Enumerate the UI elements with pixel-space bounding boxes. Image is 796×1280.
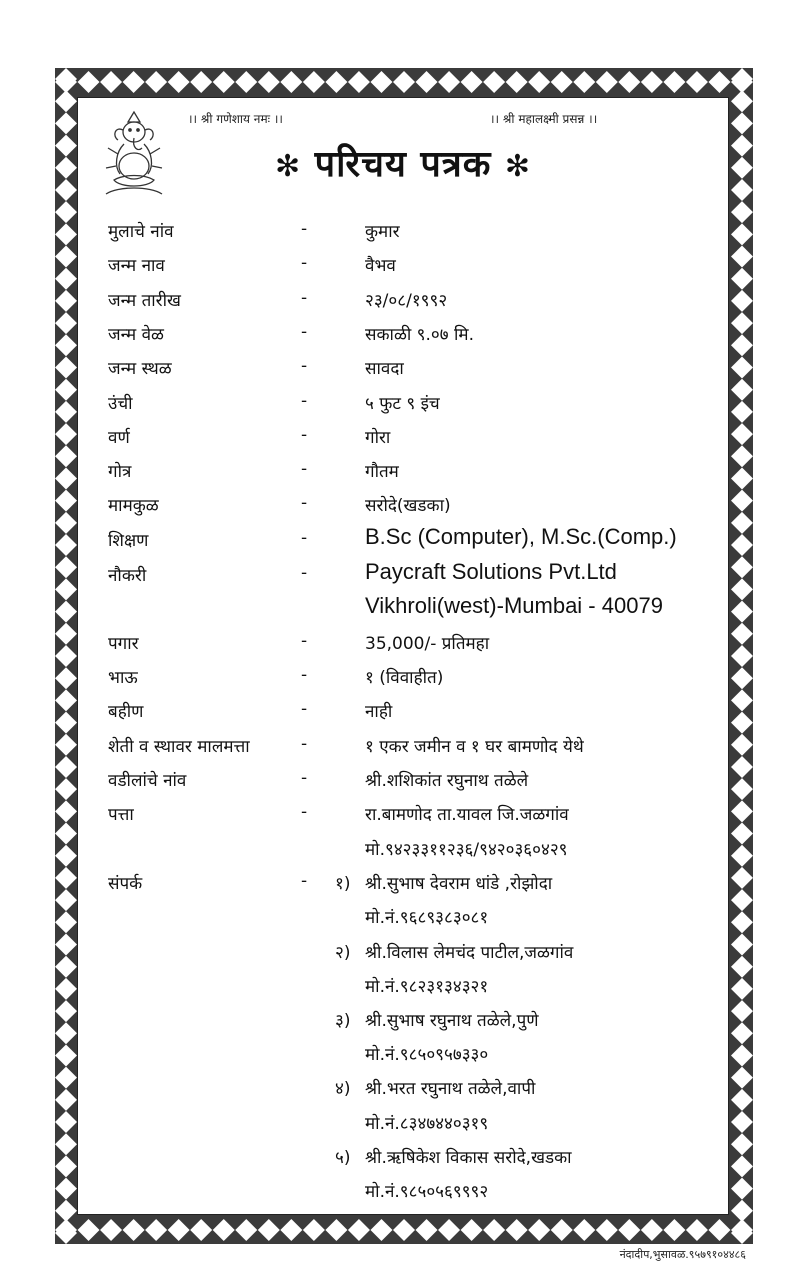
border-diamond	[55, 379, 77, 401]
border-diamond	[55, 578, 77, 600]
field-value: 35,000/- प्रतिमहा	[365, 634, 490, 654]
border-diamond	[573, 1219, 595, 1241]
field-value: Paycraft Solutions Pvt.Ltd	[365, 559, 617, 584]
field-row	[78, 425, 728, 451]
border-diamond	[100, 1219, 122, 1241]
field-row	[78, 559, 728, 589]
field-row	[78, 665, 728, 691]
border-diamond	[55, 1111, 77, 1133]
border-diamond	[461, 71, 483, 93]
contact-row	[78, 1145, 728, 1171]
field-value-line2: मो.९४२३३११२३६/९४२०३६०४२९	[365, 840, 568, 860]
field-label: मामकुळ	[108, 496, 159, 516]
border-diamond	[461, 1219, 483, 1241]
border-diamond	[731, 934, 753, 956]
field-value: सावदा	[365, 359, 404, 379]
border-diamond	[416, 1219, 438, 1241]
border-diamond	[55, 1067, 77, 1089]
border-diamond	[663, 71, 685, 93]
border-diamond	[708, 1219, 730, 1241]
border-diamond	[596, 1219, 618, 1241]
contact-number: ५)	[335, 1148, 351, 1168]
border-diamond	[708, 71, 730, 93]
border-diamond	[731, 290, 753, 312]
field-row	[78, 802, 728, 828]
title-text: परिचय पत्रक	[314, 144, 492, 185]
border-diamond	[731, 800, 753, 822]
separator-dash: -	[301, 322, 308, 342]
contact-label: संपर्क	[108, 874, 143, 894]
blessing-left: ।। श्री गणेशाय नमः ।।	[188, 112, 283, 126]
border-diamond	[55, 445, 77, 467]
field-row	[78, 459, 728, 485]
field-label: मुलाचे नांव	[108, 222, 174, 242]
contact-name: श्री.विलास लेमचंद पाटील,जळगांव	[365, 943, 574, 963]
border-diamond	[731, 667, 753, 689]
border-diamond	[731, 445, 753, 467]
border-diamond	[55, 157, 77, 179]
border-diamond	[55, 845, 77, 867]
border-diamond	[731, 823, 753, 845]
border-diamond	[731, 357, 753, 379]
separator-dash: -	[301, 802, 308, 822]
border-diamond	[731, 689, 753, 711]
contact-phone: मो.नं.९८५०९५७३३०	[365, 1045, 489, 1065]
border-diamond	[55, 112, 77, 134]
border-diamond	[55, 1155, 77, 1177]
page-title	[78, 138, 728, 187]
field-label: नौकरी	[108, 566, 147, 586]
field-row	[78, 524, 728, 554]
border-diamond	[100, 71, 122, 93]
border-diamond	[731, 1111, 753, 1133]
field-label: गोत्र	[108, 462, 132, 482]
border-diamond	[55, 68, 77, 90]
contact-phone-row	[78, 974, 728, 1000]
border-diamond	[731, 1200, 753, 1222]
border-diamond	[55, 889, 77, 911]
border-diamond	[55, 401, 77, 423]
border-diamond	[731, 1133, 753, 1155]
field-row	[78, 253, 728, 279]
border-diamond	[55, 556, 77, 578]
field-value-line2: Vikhroli(west)-Mumbai - 40079	[365, 593, 663, 618]
separator-dash: -	[301, 699, 308, 719]
contact-phone: मो.नं.९६८९३८३०८१	[365, 908, 489, 928]
border-diamond	[641, 71, 663, 93]
field-label: जन्म स्थळ	[108, 359, 172, 379]
border-diamond	[55, 1089, 77, 1111]
border-diamond	[370, 71, 392, 93]
border-diamond	[731, 556, 753, 578]
contact-phone: मो.नं.८३४७४४०३१९	[365, 1114, 489, 1134]
border-diamond	[731, 956, 753, 978]
border-diamond	[55, 623, 77, 645]
border-diamond	[731, 1067, 753, 1089]
field-row	[78, 734, 728, 760]
field-value: B.Sc (Computer), M.Sc.(Comp.)	[365, 524, 677, 549]
border-diamond	[55, 778, 77, 800]
border-diamond	[145, 1219, 167, 1241]
field-row	[78, 322, 728, 348]
border-diamond	[370, 1219, 392, 1241]
border-diamond	[55, 135, 77, 157]
border-diamond	[731, 512, 753, 534]
contact-row	[78, 1076, 728, 1102]
separator-dash: -	[301, 528, 308, 548]
border-diamond	[213, 1219, 235, 1241]
field-value: गोरा	[365, 428, 391, 448]
border-diamond	[731, 379, 753, 401]
field-label: जन्म वेळ	[108, 325, 164, 345]
border-diamond	[348, 71, 370, 93]
field-value: श्री.शशिकांत रघुनाथ तळेले	[365, 771, 529, 791]
border-diamond	[55, 734, 77, 756]
border-diamond	[55, 911, 77, 933]
field-label: जन्म तारीख	[108, 291, 181, 311]
border-diamond	[55, 1222, 77, 1244]
field-value: सकाळी ९.०७ मि.	[365, 325, 474, 345]
border-diamond	[55, 467, 77, 489]
border-diamond	[145, 71, 167, 93]
border-diamond	[506, 71, 528, 93]
border-diamond	[55, 1200, 77, 1222]
border-diamond	[55, 934, 77, 956]
border-diamond	[55, 601, 77, 623]
field-value: सरोदे(खडका)	[365, 496, 451, 516]
contact-name: श्री.सुभाष रघुनाथ तळेले,पुणे	[365, 1011, 539, 1031]
field-label: जन्म नाव	[108, 256, 165, 276]
border-diamond	[393, 71, 415, 93]
contact-name: श्री.भरत रघुनाथ तळेले,वापी	[365, 1079, 536, 1099]
field-label: पगार	[108, 634, 139, 654]
border-diamond	[731, 601, 753, 623]
contact-phone-row	[78, 1179, 728, 1205]
border-diamond	[55, 90, 77, 112]
asterisk-left-icon: ✻	[274, 149, 302, 184]
contact-name: श्री.सुभाष देवराम धांडे ,रोझोदा	[365, 874, 553, 894]
separator-dash: -	[301, 768, 308, 788]
border-diamond	[438, 1219, 460, 1241]
border-diamond	[731, 201, 753, 223]
border-diamond	[731, 578, 753, 600]
field-label: भाऊ	[108, 668, 138, 688]
field-label: पत्ता	[108, 805, 134, 825]
border-diamond	[55, 1022, 77, 1044]
contact-number: २)	[335, 943, 351, 963]
contact-phone-row	[78, 1042, 728, 1068]
border-diamond	[438, 71, 460, 93]
border-diamond	[731, 223, 753, 245]
border-diamond	[686, 71, 708, 93]
border-diamond	[731, 334, 753, 356]
field-value: ५ फुट ९ इंच	[365, 394, 440, 414]
border-diamond	[55, 978, 77, 1000]
border-diamond	[686, 1219, 708, 1241]
field-row	[78, 356, 728, 382]
separator-dash: -	[301, 356, 308, 376]
separator-dash: -	[301, 459, 308, 479]
border-diamond	[618, 71, 640, 93]
separator-dash: -	[301, 734, 308, 754]
border-diamond	[55, 512, 77, 534]
border-diamond	[190, 71, 212, 93]
field-row	[78, 768, 728, 794]
border-diamond	[168, 71, 190, 93]
border-diamond	[731, 90, 753, 112]
border-diamond	[731, 889, 753, 911]
border-diamond	[663, 1219, 685, 1241]
separator-dash: -	[301, 871, 308, 891]
border-diamond	[55, 423, 77, 445]
field-value: वैभव	[365, 256, 396, 276]
border-diamond	[55, 179, 77, 201]
border-diamond	[731, 978, 753, 1000]
separator-dash: -	[301, 425, 308, 445]
border-diamond	[731, 112, 753, 134]
border-diamond	[731, 1089, 753, 1111]
contact-phone-row	[78, 905, 728, 931]
field-value: कुमार	[365, 222, 400, 242]
card	[77, 97, 729, 1215]
contact-number: ३)	[335, 1011, 351, 1031]
border-diamond	[123, 71, 145, 93]
border-diamond	[55, 312, 77, 334]
border-diamond	[123, 1219, 145, 1241]
contact-phone: मो.नं.९८५०५६९९९२	[365, 1182, 489, 1202]
border-diamond	[393, 1219, 415, 1241]
field-row	[78, 493, 728, 519]
border-diamond	[190, 1219, 212, 1241]
separator-dash: -	[301, 631, 308, 651]
border-diamond	[731, 268, 753, 290]
contact-number: ४)	[335, 1079, 351, 1099]
border-diamond	[55, 1000, 77, 1022]
border-diamond	[55, 268, 77, 290]
border-diamond	[55, 534, 77, 556]
border-diamond	[731, 1022, 753, 1044]
blessing-right: ।। श्री महालक्ष्मी प्रसन्न ।।	[490, 112, 598, 126]
border-diamond	[731, 778, 753, 800]
separator-dash: -	[301, 253, 308, 273]
separator-dash: -	[301, 288, 308, 308]
border-diamond	[731, 1000, 753, 1022]
contact-phone: मो.नं.९८२३१३४३२१	[365, 977, 489, 997]
border-diamond	[55, 201, 77, 223]
border-diamond	[731, 712, 753, 734]
border-diamond	[731, 534, 753, 556]
border-diamond	[258, 1219, 280, 1241]
separator-dash: -	[301, 665, 308, 685]
border-diamond	[55, 357, 77, 379]
border-diamond	[258, 71, 280, 93]
field-label: बहीण	[108, 702, 144, 722]
field-label: वर्ण	[108, 428, 130, 448]
contact-phone-row	[78, 1111, 728, 1137]
field-row-continued	[78, 837, 728, 863]
field-row	[78, 391, 728, 417]
border-diamond	[618, 1219, 640, 1241]
border-diamond	[731, 1222, 753, 1244]
border-diamond	[280, 1219, 302, 1241]
border-diamond	[731, 312, 753, 334]
border-diamond	[55, 1044, 77, 1066]
border-diamond	[731, 1155, 753, 1177]
border-diamond	[325, 1219, 347, 1241]
border-diamond	[731, 401, 753, 423]
field-value: १ (विवाहीत)	[365, 668, 444, 688]
border-diamond	[731, 623, 753, 645]
border-diamond	[348, 1219, 370, 1241]
border-diamond	[55, 712, 77, 734]
border-diamond	[78, 71, 100, 93]
field-row	[78, 699, 728, 725]
border-diamond	[731, 68, 753, 90]
border-diamond	[731, 756, 753, 778]
border-diamond	[551, 71, 573, 93]
contact-row	[78, 1008, 728, 1034]
border-diamond	[641, 1219, 663, 1241]
border-diamond	[506, 1219, 528, 1241]
border-diamond	[55, 756, 77, 778]
contact-number: १)	[335, 874, 351, 894]
border-diamond	[303, 1219, 325, 1241]
separator-dash: -	[301, 563, 308, 583]
border-diamond	[55, 689, 77, 711]
border-diamond	[528, 1219, 550, 1241]
border-diamond	[235, 71, 257, 93]
border-diamond	[325, 71, 347, 93]
border-diamond	[235, 1219, 257, 1241]
asterisk-right-icon: ✻	[504, 149, 532, 184]
border-diamond	[731, 179, 753, 201]
border-diamond	[55, 800, 77, 822]
border-diamond	[731, 645, 753, 667]
field-row-continued	[78, 593, 728, 623]
field-value: १ एकर जमीन व १ घर बामणोद येथे	[365, 737, 584, 757]
border-diamond	[731, 490, 753, 512]
border-diamond	[55, 645, 77, 667]
field-label: वडीलांचे नांव	[108, 771, 187, 791]
border-diamond	[731, 467, 753, 489]
separator-dash: -	[301, 391, 308, 411]
border-diamond	[55, 1178, 77, 1200]
border-diamond	[416, 71, 438, 93]
border-diamond	[280, 71, 302, 93]
border-diamond	[731, 1178, 753, 1200]
separator-dash: -	[301, 493, 308, 513]
border-diamond	[731, 845, 753, 867]
contact-row	[78, 940, 728, 966]
border-diamond	[55, 490, 77, 512]
field-row	[78, 219, 728, 245]
border-diamond	[573, 71, 595, 93]
field-value: रा.बामणोद ता.यावल जि.जळगांव	[365, 805, 569, 825]
field-value: नाही	[365, 702, 393, 722]
contact-name: श्री.ऋषिकेश विकास सरोदे,खडका	[365, 1148, 572, 1168]
border-diamond	[731, 135, 753, 157]
border-diamond	[731, 867, 753, 889]
border-diamond	[55, 867, 77, 889]
border-diamond	[731, 911, 753, 933]
border-diamond	[483, 1219, 505, 1241]
border-diamond	[731, 734, 753, 756]
border-diamond	[168, 1219, 190, 1241]
border-diamond	[551, 1219, 573, 1241]
border-diamond	[55, 667, 77, 689]
border-diamond	[55, 334, 77, 356]
border-diamond	[731, 246, 753, 268]
field-row	[78, 288, 728, 314]
border-diamond	[596, 71, 618, 93]
field-value: २३/०८/१९९२	[365, 291, 448, 311]
field-label: शिक्षण	[108, 531, 149, 551]
printer-credit: नंदादीप,भुसावळ.९५७९१०४४८६	[619, 1248, 746, 1261]
border-diamond	[303, 71, 325, 93]
border-diamond	[731, 1044, 753, 1066]
border-diamond	[55, 290, 77, 312]
border-diamond	[528, 71, 550, 93]
field-value: गौतम	[365, 462, 399, 482]
border-diamond	[55, 823, 77, 845]
separator-dash: -	[301, 219, 308, 239]
field-label: उंची	[108, 394, 133, 414]
border-diamond	[731, 423, 753, 445]
border-diamond	[213, 71, 235, 93]
border-diamond	[55, 246, 77, 268]
border-diamond	[55, 1133, 77, 1155]
contact-row	[78, 871, 728, 897]
border-diamond	[731, 157, 753, 179]
border-diamond	[55, 956, 77, 978]
border-diamond	[483, 71, 505, 93]
field-label: शेती व स्थावर मालमत्ता	[108, 737, 250, 757]
border-diamond	[55, 223, 77, 245]
border-diamond	[78, 1219, 100, 1241]
field-row	[78, 631, 728, 657]
